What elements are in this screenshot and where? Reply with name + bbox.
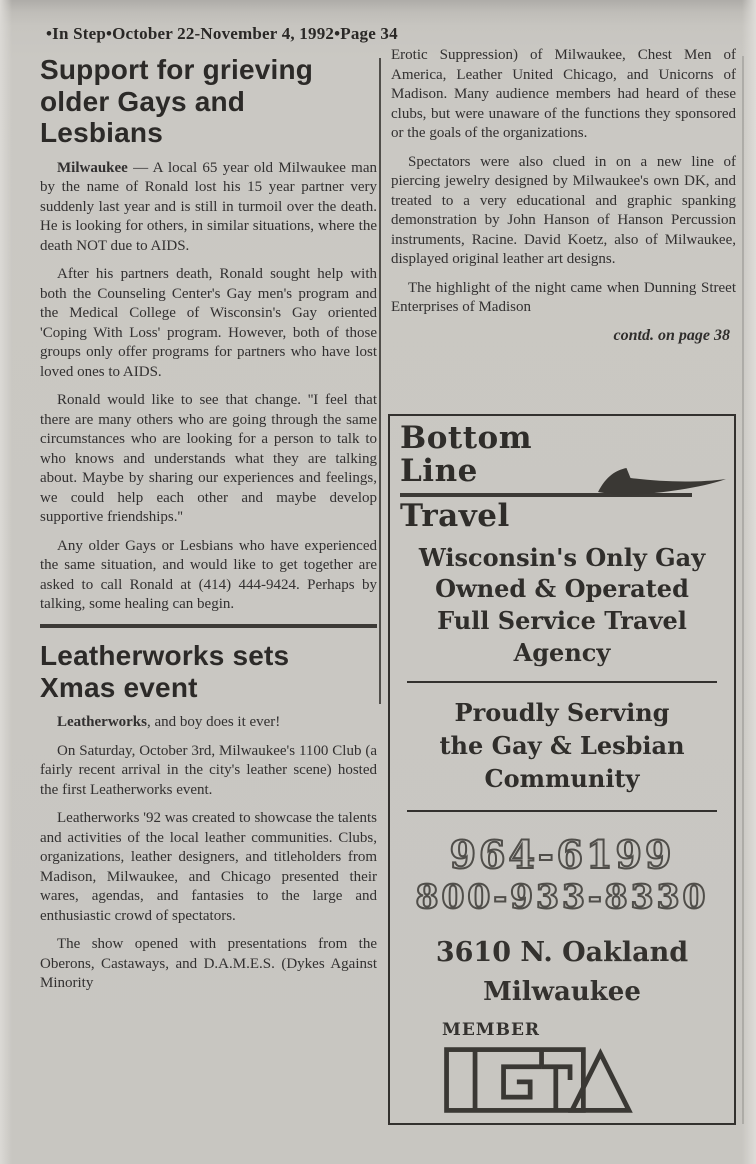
page-crease xyxy=(742,56,744,1124)
ad-phone-numbers xyxy=(390,832,734,917)
lead-word: Leatherworks xyxy=(57,714,147,731)
dateline: Milwaukee xyxy=(57,159,128,176)
article-leatherworks-cont-p3: The highlight of the night came when Dunning Street Enterprises of Madison xyxy=(391,279,736,315)
ad-address xyxy=(390,933,734,1013)
igta-logo-icon xyxy=(440,1042,645,1118)
address-city: Milwaukee xyxy=(483,977,641,1008)
brand-word-travel-wrap xyxy=(390,497,734,533)
paragraph-text: , and boy does it ever! xyxy=(147,714,281,731)
phone-local: 964-6199 xyxy=(449,831,675,877)
airplane-icon xyxy=(596,466,728,502)
article-support-body xyxy=(40,159,377,615)
article-support-p4: Any older Gays or Lesbians who have experienced the same situation, and would like to get together are asked to call Ronald at (414) 444-9424. Perhaps by talking, some healing can begin. xyxy=(40,537,377,613)
article-leatherworks-continued xyxy=(391,46,736,318)
column-divider xyxy=(379,58,381,704)
article-leatherworks-body xyxy=(40,713,377,994)
ad-divider-top xyxy=(407,681,717,683)
paragraph-text: — A local 65 year old Milwaukee man by the name of Ronald lost his 15 year partner very suddenly last year and is still in turmoil over the death. He is looking for others, in similar situations, where the death NOT due to AIDS. xyxy=(40,159,377,254)
brand-word-bottom: Bottom xyxy=(400,420,532,456)
bottom-line-travel-ad xyxy=(388,414,736,1125)
article-leatherworks-title: Leatherworks sets Xmas event xyxy=(40,639,290,703)
phone-tollfree: 800-933-8330 xyxy=(415,877,709,917)
article-leatherworks-cont-p1: Erotic Suppression) of Milwaukee, Chest Men of America, Leather United Chicago, and Unicorns of Madison. Many audience members had heard of these clubs, but were unaware of the functions they sponsored or the goals of the organizations. xyxy=(391,47,736,141)
masthead: •In Step•October 22-November 4, 1992•Page 34 xyxy=(46,24,398,43)
right-column xyxy=(391,46,736,345)
ad-headline: Wisconsin's Only Gay Owned & Operated Full Service Travel Agency xyxy=(418,542,706,668)
article-leatherworks-p2: On Saturday, October 3rd, Milwaukee's 1100 Club (a fairly recent arrival in the city's leather scene) hosted the first Leatherworks event. xyxy=(40,742,377,798)
article-support-p1 xyxy=(40,159,377,257)
scan-edge-left xyxy=(0,0,12,1164)
left-column xyxy=(40,54,377,1003)
member-label: MEMBER xyxy=(442,1020,541,1041)
continued-on-page-note: contd. on page 38 xyxy=(613,326,730,344)
brand-word-line: Line xyxy=(400,452,478,489)
ad-brand-logo xyxy=(390,416,734,497)
article-leatherworks-cont-p2: Spectators were also clued in on a new line of piercing jewelry designed by Milwaukee's own DK, and treated to a very educational and graphic spanking demonstration by John Hanson of Hanson Percussion instruments, Racine. David Koetz, also of Milwaukee, displayed original leather art designs. xyxy=(391,153,736,267)
article-support-p2: After his partners death, Ronald sought help with both the Counseling Center's Gay men's program and the Medical College of Wisconsin's Gay oriented 'Coping With Loss' program. However, both of those groups only offer programs for partners who have lost loved ones to AIDS. xyxy=(40,266,377,380)
article-leatherworks-p4: The show opened with presentations from the Oberons, Castaways, and D.A.M.E.S. (Dykes Against Minority xyxy=(40,936,377,992)
article-divider xyxy=(40,624,377,628)
article-leatherworks-p3: Leatherworks '92 was created to showcase the talents and activities of the local leather communities. Clubs, organizations, leather designers, and titleholders from Madison, Milwaukee, and Chicago presented their wares, agendas, and fantasies to the large and enthusiastic crowd of spectators. xyxy=(40,810,377,924)
ad-subheadline: Proudly Serving the Gay & Lesbian Community xyxy=(439,698,685,794)
article-support-title: Support for grieving older Gays and Lesbians xyxy=(40,54,314,149)
scan-edge-right xyxy=(742,0,756,1164)
brand-word-travel: Travel xyxy=(400,497,510,534)
address-street: 3610 N. Oakland xyxy=(435,936,689,968)
article-support-p3: Ronald would like to see that change. ''I feel that there are many others who are going through the same circumstances who are looking for a person to talk to who knows and understands what they are talking about. Maybe by sharing our experiences and feelings, we could help each other and maybe develop supportive friendships.'' xyxy=(40,392,377,526)
ad-divider-bottom xyxy=(407,810,717,812)
article-leatherworks-p1 xyxy=(40,713,377,733)
